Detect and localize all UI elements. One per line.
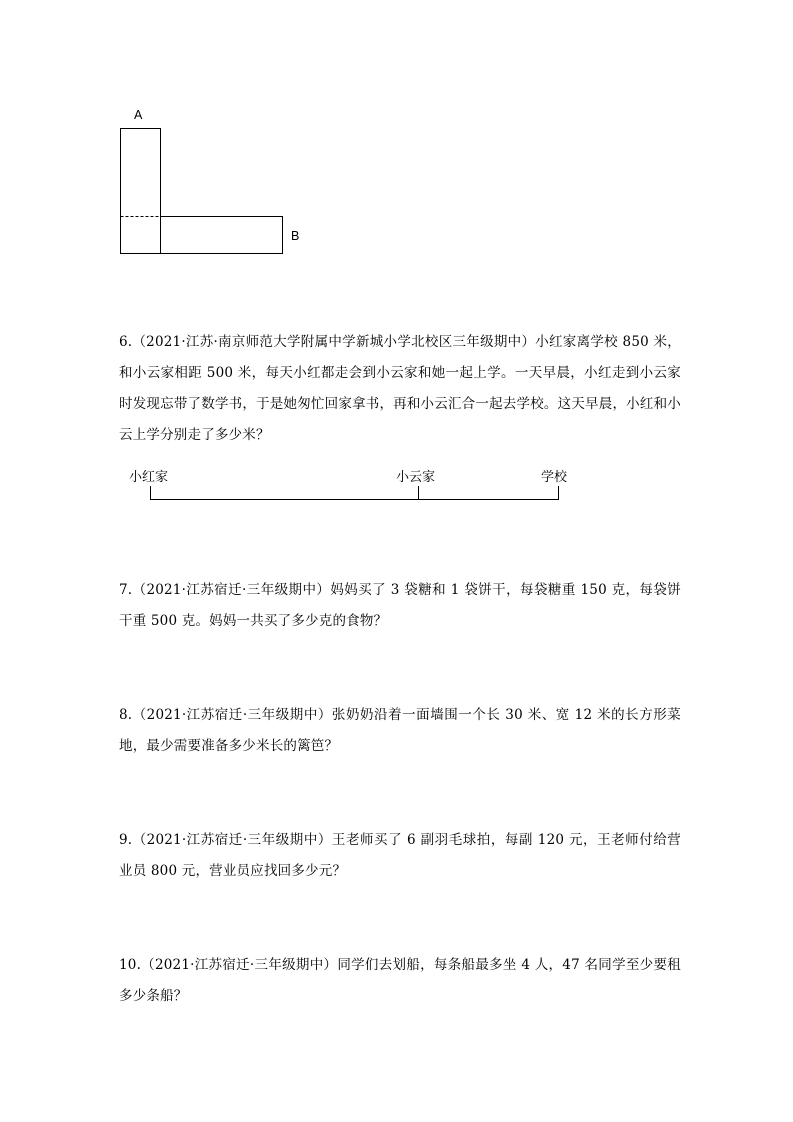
question-number: 10. [119,957,142,973]
question-number: 6. [119,334,133,350]
question-number: 7. [119,582,133,598]
label-b: B [291,229,300,243]
label-xiaohong-home: 小红家 [129,470,169,485]
label-a: A [134,108,143,122]
question-10 [119,950,681,1012]
question-text: （2021·江苏宿迁·三年级期中）同学们去划船，每条船最多坐 4 人，47 名同学至少要租多少条船？ [119,957,681,1004]
question-number: 9. [119,832,133,848]
question-text: （2021·江苏宿迁·三年级期中）妈妈买了 3 袋糖和 1 袋饼干，每袋糖重 150 克，每袋饼干重 500 克。妈妈一共买了多少克的食物？ [119,582,681,629]
label-school: 学校 [541,470,568,485]
route-line-diagram [0,0,793,520]
question-number: 8. [119,707,133,723]
question-text: （2021·江苏宿迁·三年级期中）王老师买了 6 副羽毛球拍，每副 120 元，王老师付给营业员 800 元，营业员应找回多少元？ [119,832,681,879]
question-text: （2021·江苏宿迁·三年级期中）张奶奶沿着一面墙围一个长 30 米、宽 12 米的长方形菜地，最少需要准备多少米长的篱笆？ [119,707,681,754]
question-7 [119,575,681,637]
label-xiaoyun-home: 小云家 [396,470,436,485]
question-8 [119,700,681,762]
question-9 [119,825,681,887]
question-text: （2021·江苏·南京师范大学附属中学新城小学北校区三年级期中）小红家离学校 850 米，和小云家相距 500 米，每天小红都走会到小云家和她一起上学。一天早晨，小红走到小云家时发现忘带了数学书，于是她匆忙回家拿书，再和小云汇合一起去学校。这天早晨，小红和小云上学分别走了多少米？ [119,334,681,443]
